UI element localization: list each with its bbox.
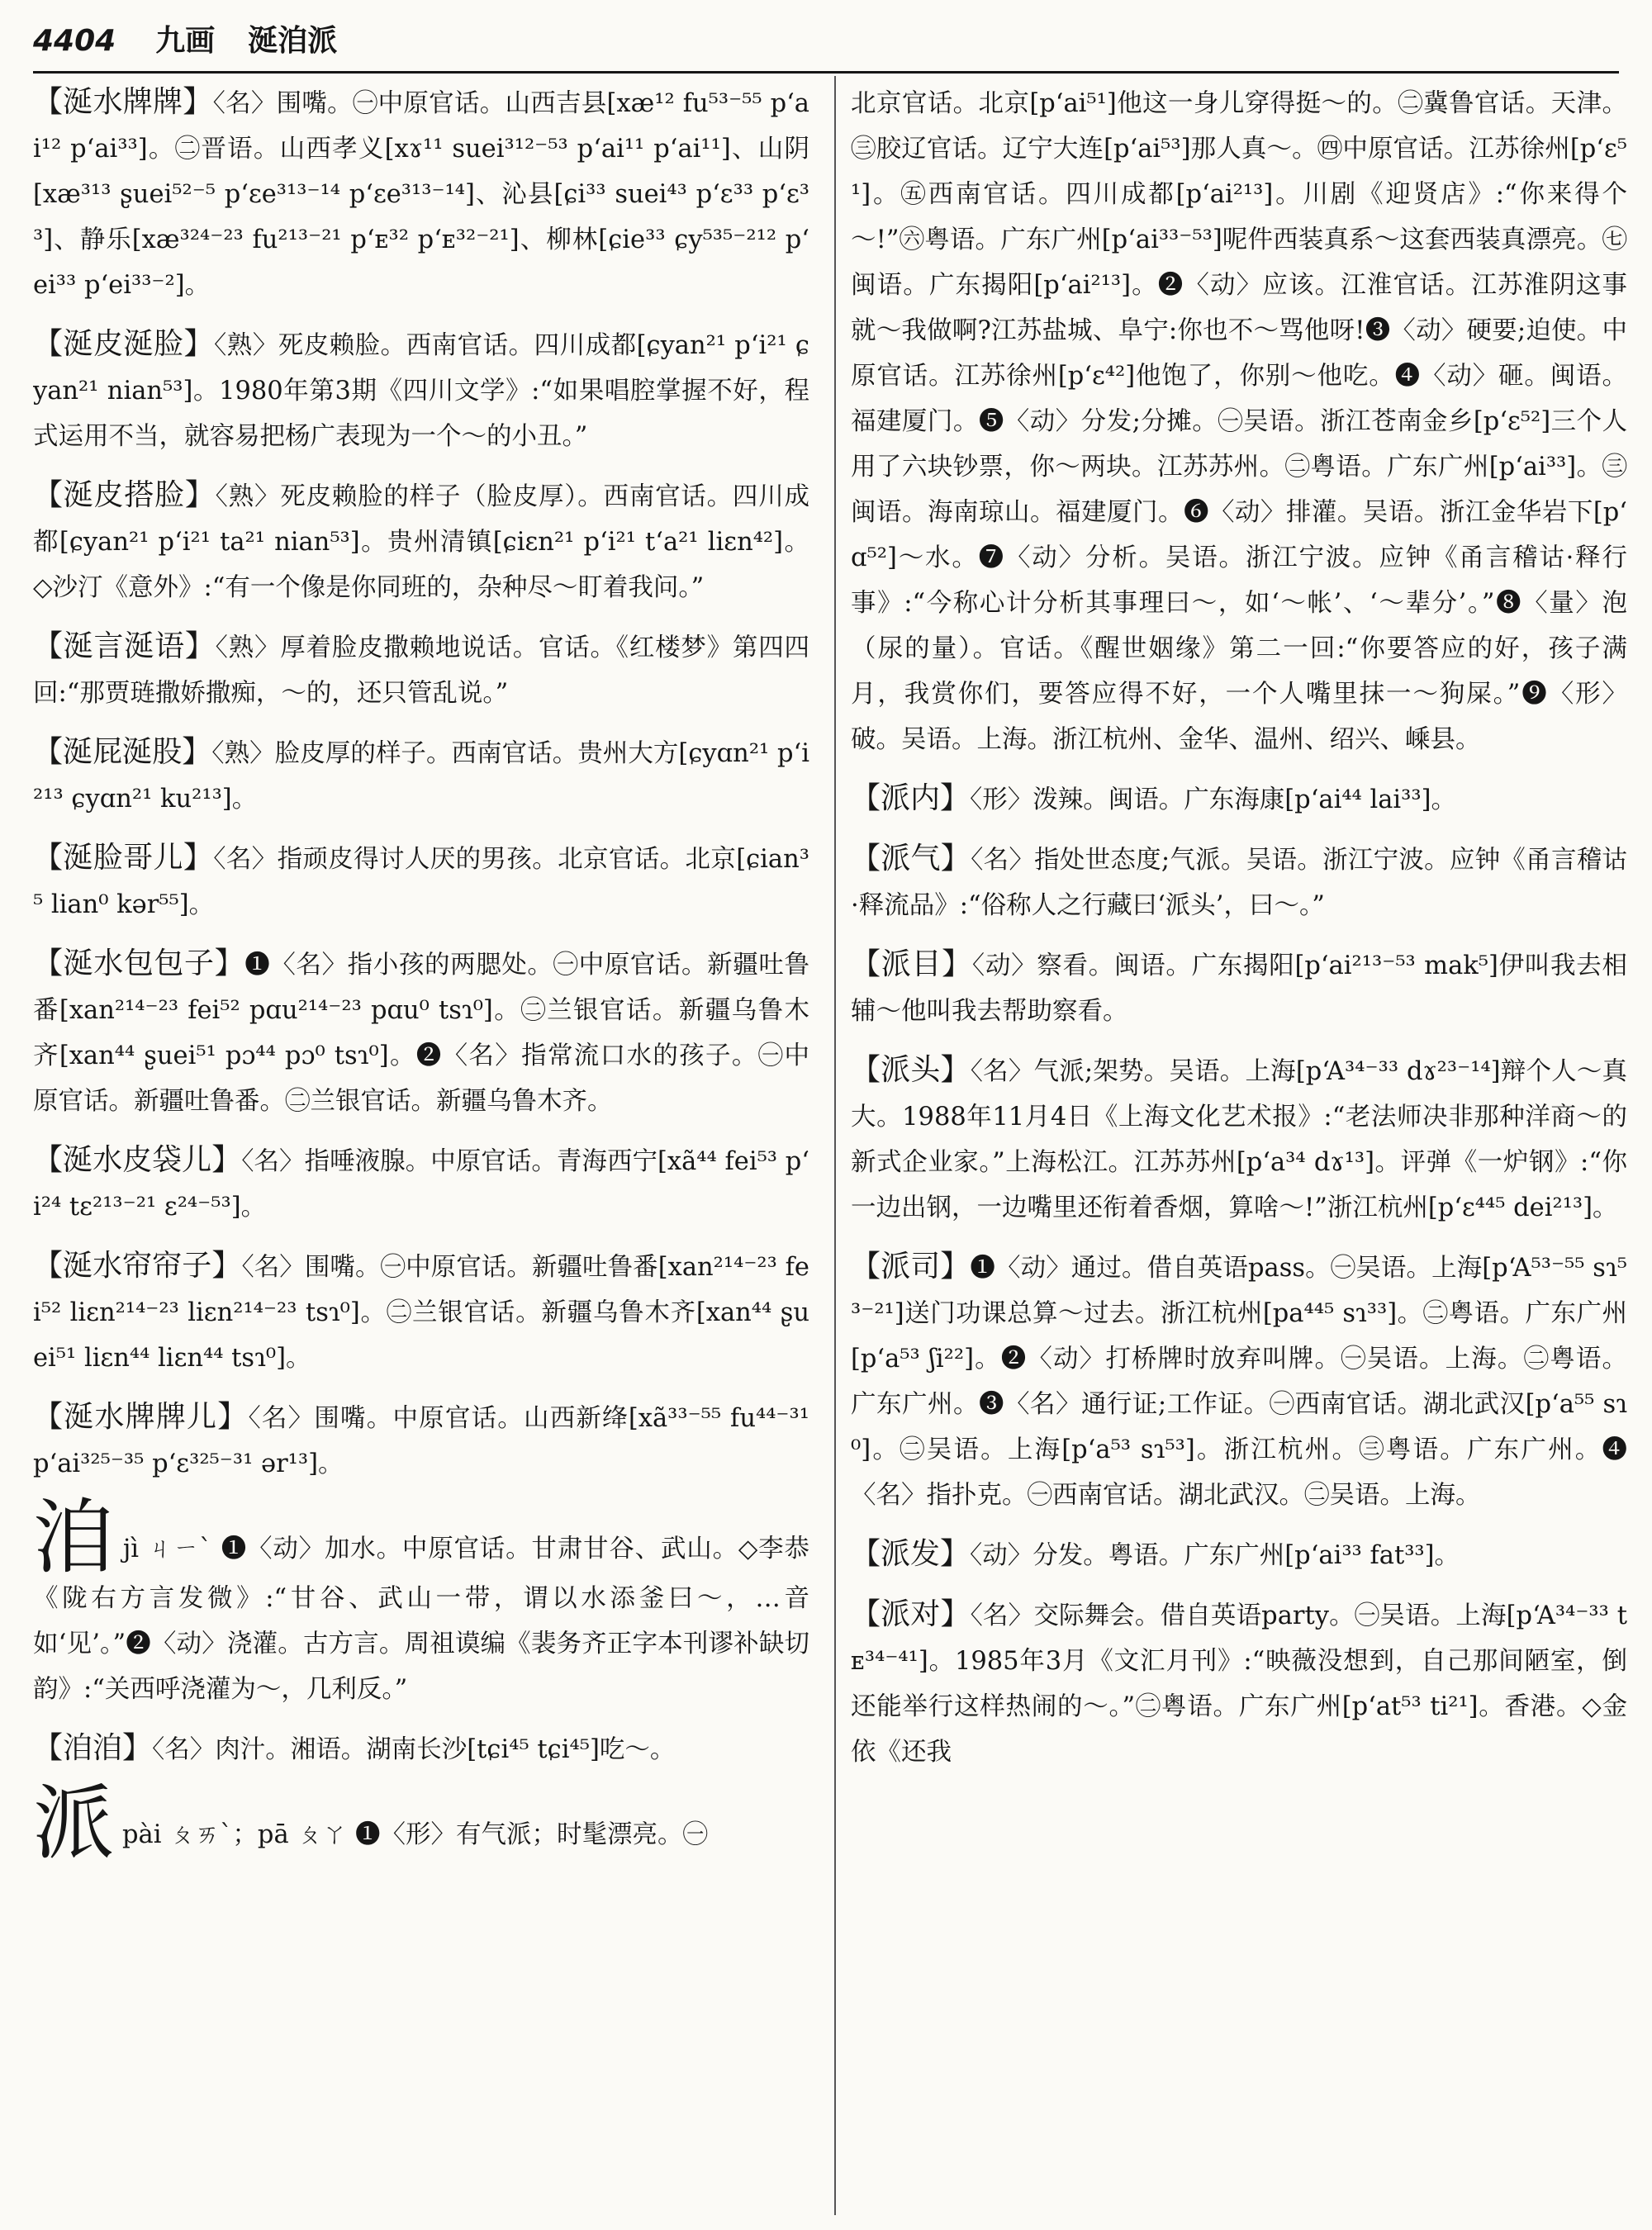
character-entry	[33, 1491, 809, 1712]
dictionary-entry	[33, 624, 809, 716]
dictionary-entry	[33, 472, 809, 610]
entry-headword: 【派对】	[851, 1597, 971, 1631]
dictionary-entry	[851, 1047, 1627, 1231]
entry-body: 〈熟〉死皮赖脸的样子（脸皮厚）。西南官话。四川成都[ɕyan²¹ pʻi²¹ ta²¹ nian⁵³]。贵州清镇[ɕiɛn²¹ pʻi²¹ tʻa²¹ liɛn⁴²]。◇沙汀《意外》:“有一个像是你同班的，杂种尽～盯着我问。”	[33, 482, 809, 602]
entry-headword: 【派气】	[851, 842, 971, 875]
entry-headword: 【派头】	[851, 1053, 971, 1087]
dictionary-entry	[33, 1394, 809, 1487]
character-entry	[33, 1777, 809, 1871]
entry-body: 〈名〉指处世态度;气派。吴语。浙江宁波。应钟《甬言稽诂·释流品》:“俗称人之行藏曰‘派头’，曰～。”	[851, 846, 1627, 920]
column-divider	[834, 76, 836, 2215]
dictionary-entry	[33, 79, 809, 308]
entry-headword: 【涎水牌牌】	[33, 85, 213, 119]
entry-body: 〈名〉围嘴。㊀中原官话。新疆吐鲁番[xan²¹⁴⁻²³ fei⁵² liɛn²¹⁴⁻²³ liɛn²¹⁴⁻²³ tsɿ⁰]。㊁兰银官话。新疆乌鲁木齐[xan⁴⁴ ʂuei⁵¹ liɛn⁴⁴ liɛn⁴⁴ tsɿ⁰]。	[33, 1253, 809, 1373]
entry-headword: 【洎洎】	[33, 1731, 153, 1765]
entry-body: 〈名〉指顽皮得讨人厌的男孩。北京官话。北京[ɕian³⁵ lian⁰ kər⁵⁵]。	[33, 845, 809, 919]
entry-headword: 【涎水包包子】	[33, 947, 245, 980]
entry-headword: 【涎水牌牌儿】	[33, 1400, 249, 1434]
dictionary-entry	[33, 729, 809, 822]
entry-body: jì ㄐㄧˋ ❶〈动〉加水。中原官话。甘肃甘谷、武山。◇李恭《陇右方言发微》:“甘谷、武山一带，谓以水添釜曰～，…音如‘见’。”❷〈动〉浇灌。古方言。周祖谟编《裴务齐正字本刊谬补缺切韵》:“关西呼浇灌为～，几利反。”	[33, 1535, 809, 1704]
dictionary-entry	[851, 1531, 1627, 1578]
entry-range: 涎洎派	[248, 24, 338, 58]
entry-headword: 【派目】	[851, 947, 972, 981]
entry-body: 〈名〉围嘴。中原官话。山西新绛[xã³³⁻⁵⁵ fu⁴⁴⁻³¹ pʻai³²⁵⁻³⁵ pʻɛ³²⁵⁻³¹ ər¹³]。	[33, 1404, 809, 1478]
entry-body: 〈形〉泼辣。闽语。广东海康[pʻai⁴⁴ lai³³]。	[970, 785, 1457, 814]
entry-body: 〈名〉指唾液腺。中原官话。青海西宁[xã⁴⁴ fei⁵³ pʻi²⁴ tɛ²¹³⁻²¹ ɛ²⁴⁻⁵³]。	[33, 1147, 809, 1222]
entry-headword: 【涎言涎语】	[33, 629, 216, 663]
dictionary-entry	[33, 1243, 809, 1381]
entry-body: ❶〈动〉通过。借自英语pass。㊀吴语。上海[pʻA⁵³⁻⁵⁵ sɿ⁵³⁻²¹]送门功课总算～过去。浙江杭州[pa⁴⁴⁵ sɿ³³]。㊁粤语。广东广州[pʻa⁵³ ʃi²²]。❷〈动〉打桥牌时放弃叫牌。㊀吴语。上海。㊁粤语。广东广州。❸〈名〉通行证;工作证。㊀西南官话。湖北武汉[pʻa⁵⁵ sɿ⁰]。㊁吴语。上海[pʻa⁵³ sɿ⁵³]。浙江杭州。㊂粤语。广东广州。❹〈名〉指扑克。㊀西南官话。湖北武汉。㊁吴语。上海。	[851, 1254, 1627, 1510]
dictionary-entry	[851, 942, 1627, 1034]
entry-headword: 【派内】	[851, 781, 971, 815]
dictionary-entry	[33, 1137, 809, 1230]
page-header	[33, 18, 1619, 64]
dictionary-entry	[33, 1725, 809, 1772]
entry-body: ❶〈名〉指小孩的两腮处。㊀中原官话。新疆吐鲁番[xan²¹⁴⁻²³ fei⁵² pɑu²¹⁴⁻²³ pɑu⁰ tsɿ⁰]。㊁兰银官话。新疆乌鲁木齐[xan⁴⁴ ʂuei⁵¹ pɔ⁴⁴ pɔ⁰ tsɿ⁰]。❷〈名〉指常流口水的孩子。㊀中原官话。新疆吐鲁番。㊁兰银官话。新疆乌鲁木齐。	[33, 951, 809, 1116]
entry-body: 〈名〉气派;架势。吴语。上海[pʻA³⁴⁻³³ dɤ²³⁻¹⁴]辩个人～真大。1988年11月4日《上海文化艺术报》:“老法师决非那种洋商～的新式企业家。”上海松江。江苏苏州[pʻa³⁴ dɤ¹³]。评弹《一炉钢》:“你一边出钢，一边嘴里还衔着香烟，算啥～!”浙江杭州[pʻɛ⁴⁴⁵ dei²¹³]。	[851, 1057, 1627, 1222]
entry-body: 〈名〉交际舞会。借自英语party。㊀吴语。上海[pʻA³⁴⁻³³ tᴇ³⁴⁻⁴¹]。1985年3月《文汇月刊》:“映薇没想到，自己那间陋室，倒还能举行这样热闹的～。”㊁粤语。广东广州[pʻat⁵³ ti²¹]。香港。◇金依《还我	[851, 1601, 1627, 1767]
entry-headword: 【涎皮涎脸】	[33, 327, 214, 361]
dictionary-entry	[851, 1592, 1627, 1775]
entry-headword: 【涎水帘帘子】	[33, 1249, 242, 1283]
entry-headword: 【涎皮搭脸】	[33, 478, 216, 512]
dictionary-entry-continued	[851, 79, 1627, 762]
entry-body: 〈动〉分发。粤语。广东广州[pʻai³³ fat³³]。	[970, 1541, 1460, 1570]
entry-body: 〈动〉察看。闽语。广东揭阳[pʻai²¹³⁻⁵³ mak⁵]伊叫我去相辅～他叫我去帮助察看。	[851, 951, 1627, 1026]
dictionary-entry	[851, 1244, 1627, 1518]
dictionary-entry	[33, 835, 809, 928]
entry-body: 〈熟〉脸皮厚的样子。西南官话。贵州大方[ɕyɑn²¹ pʻi²¹³ ɕyɑn²¹ ku²¹³]。	[33, 739, 809, 814]
entry-headword: 【涎水皮袋儿】	[33, 1143, 242, 1177]
entry-headword: 【派发】	[851, 1537, 971, 1571]
right-column	[851, 79, 1627, 2218]
left-column	[33, 79, 809, 2218]
section-label: 九画	[155, 24, 216, 58]
entry-body: pài ㄆㄞˋ；pā ㄆㄚ ❶〈形〉有气派；时髦漂亮。㊀	[122, 1820, 709, 1849]
dictionary-entry	[33, 941, 809, 1124]
dictionary-entry	[851, 776, 1627, 823]
entry-headword: 【派司】	[851, 1250, 971, 1283]
head-character: 洎	[33, 1491, 115, 1585]
entry-body: 〈名〉围嘴。㊀中原官话。山西吉县[xæ¹² fu⁵³⁻⁵⁵ pʻai¹² pʻai³³]。㊁晋语。山西孝义[xɤ¹¹ suei³¹²⁻⁵³ pʻai¹¹ pʻai¹¹]、山阴[xæ³¹³ ʂuei⁵²⁻⁵ pʻɛe³¹³⁻¹⁴ pʻɛe³¹³⁻¹⁴]、沁县[ɕi³³ suei⁴³ pʻɛ³³ pʻɛ³³]、静乐[xæ³²⁴⁻²³ fu²¹³⁻²¹ pʻᴇ³² pʻᴇ³²⁻²¹]、柳林[ɕie³³ ɕy⁵³⁵⁻²¹² pʻei³³ pʻei³³⁻²]。	[33, 89, 809, 300]
entry-body: 〈熟〉厚着脸皮撒赖地说话。官话。《红楼梦》第四四回:“那贾琏撒娇撒痴，～的，还只管乱说。”	[33, 633, 809, 708]
dictionary-entry	[33, 321, 809, 459]
entry-headword: 【涎屁涎股】	[33, 735, 212, 769]
entry-headword: 【涎脸哥儿】	[33, 841, 214, 875]
entry-body: 〈熟〉死皮赖脸。西南官话。四川成都[ɕyan²¹ pʻi²¹ ɕyan²¹ nian⁵³]。1980年第3期《四川文学》:“如果唱腔掌握不好，程式运用不当，就容易把杨广表现为一个～的小丑。”	[33, 331, 809, 451]
page-number: 4404	[33, 24, 116, 58]
dictionary-entry	[851, 836, 1627, 928]
head-character: 派	[33, 1777, 115, 1871]
entry-body: 〈名〉肉汁。湘语。湖南长沙[tɕi⁴⁵ tɕi⁴⁵]吃～。	[152, 1735, 676, 1764]
entry-body: 北京官话。北京[pʻai⁵¹]他这一身儿穿得挺～的。㊁冀鲁官话。天津。㊂胶辽官话。辽宁大连[pʻai⁵³]那人真～。㊃中原官话。江苏徐州[pʻɛ⁵¹]。㊄西南官话。四川成都[pʻai²¹³]。川剧《迎贤店》:“你来得个～!”㊅粤语。广东广州[pʻai³³⁻⁵³]呢件西装真系～这套西装真漂亮。㊆闽语。广东揭阳[pʻai²¹³]。❷〈动〉应该。江淮官话。江苏淮阴这事就～我做啊?江苏盐城、阜宁:你也不～骂他呀!❸〈动〉硬要;迫使。中原官话。江苏徐州[pʻɛ⁴²]他饱了，你别～他吃。❹〈动〉砸。闽语。福建厦门。❺〈动〉分发;分摊。㊀吴语。浙江苍南金乡[pʻɛ⁵²]三个人用了六块钞票，你～两块。江苏苏州。㊁粤语。广东广州[pʻai³³]。㊂闽语。海南琼山。福建厦门。❻〈动〉排灌。吴语。浙江金华岩下[pʻɑ⁵²]～水。❼〈动〉分析。吴语。浙江宁波。应钟《甬言稽诂·释行事》:“今称心计分析其事理曰～，如‘～帐’、‘～辈分’。”❽〈量〉泡（尿的量）。官话。《醒世姻缘》第二一回:“你要答应的好，孩子满月，我赏你们，要答应得不好，一个人嘴里抹一～狗屎。”❾〈形〉破。吴语。上海。浙江杭州、金华、温州、绍兴、嵊县。	[851, 89, 1627, 754]
header-rule	[33, 71, 1619, 74]
